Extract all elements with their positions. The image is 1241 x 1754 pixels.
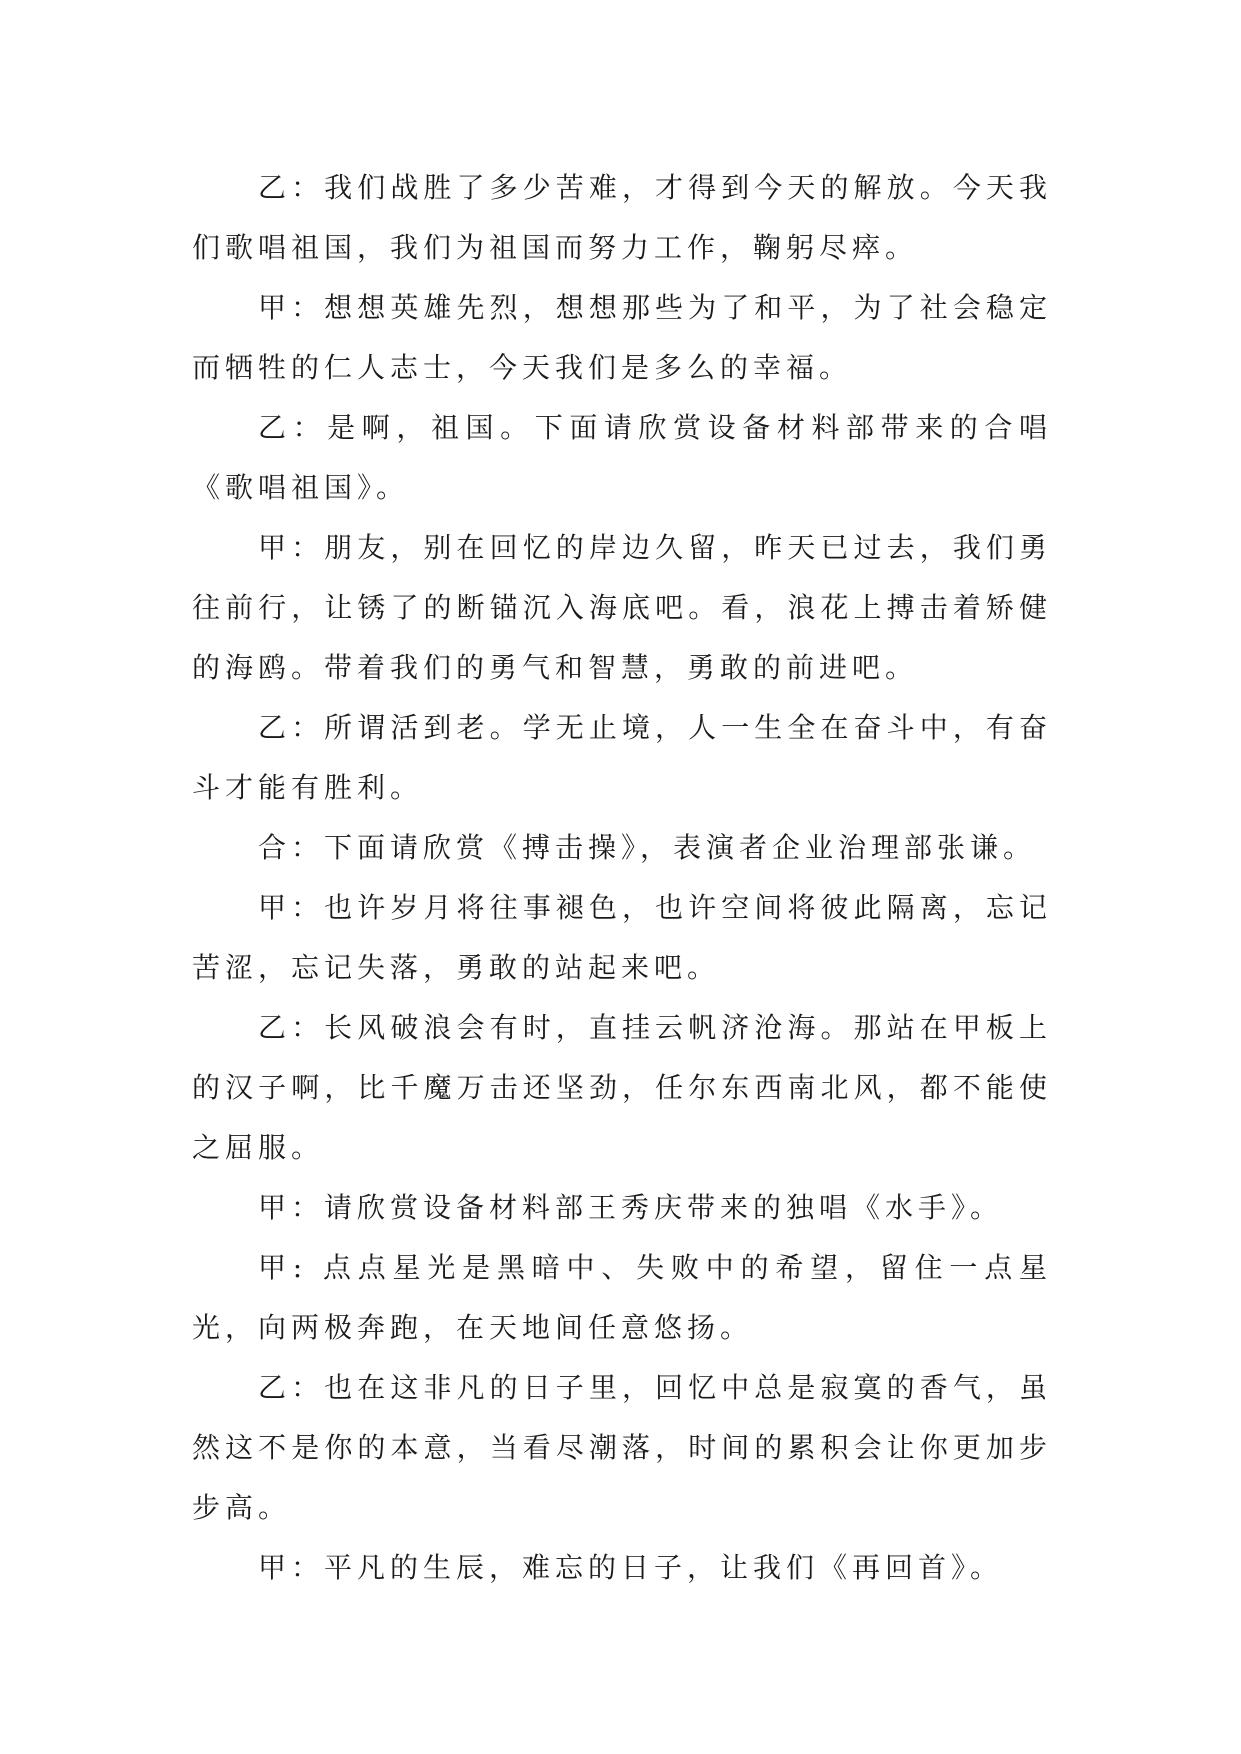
document-body — [192, 158, 1052, 1598]
paragraph-11: 乙：也在这非凡的日子里，回忆中总是寂寞的香气，虽然这不是你的本意，当看尽潮落，时间的累积会让你更加步步高。 — [192, 1371, 1052, 1524]
paragraph-2: 甲：想想英雄先烈，想想那些为了和平，为了社会稳定而牺牲的仁人志士，今天我们是多么的幸福。 — [192, 291, 1052, 384]
paragraph-8: 乙：长风破浪会有时，直挂云帆济沧海。那站在甲板上的汉子啊，比千魔万击还坚劲，任尔东西南北风，都不能使之屈服。 — [192, 1011, 1052, 1164]
paragraph-4: 甲：朋友，别在回忆的岸边久留，昨天已过去，我们勇往前行，让锈了的断锚沉入海底吧。看，浪花上搏击着矫健的海鸥。带着我们的勇气和智慧，勇敢的前进吧。 — [192, 531, 1052, 684]
paragraph-1: 乙：我们战胜了多少苦难，才得到今天的解放。今天我们歌唱祖国，我们为祖国而努力工作，鞠躬尽瘁。 — [192, 171, 1052, 264]
paragraph-7: 甲：也许岁月将往事褪色，也许空间将彼此隔离，忘记苦涩，忘记失落，勇敢的站起来吧。 — [192, 891, 1052, 984]
paragraph-10: 甲: 点点星光是黑暗中、失败中的希望，留住一点星光，向两极奔跑，在天地间任意悠扬。 — [192, 1251, 1052, 1344]
paragraph-5: 乙：所谓活到老。学无止境，人一生全在奋斗中，有奋斗才能有胜利。 — [192, 711, 1052, 804]
paragraph-6: 合：下面请欣赏《搏击操》，表演者企业治理部张谦。 — [258, 831, 1037, 864]
paragraph-9: 甲：请欣赏设备材料部王秀庆带来的独唱《水手》。 — [258, 1191, 1004, 1224]
paragraph-12: 甲：平凡的生辰，难忘的日子，让我们《再回首》。 — [258, 1551, 1004, 1584]
paragraph-3: 乙：是啊，祖国。下面请欣赏设备材料部带来的合唱《歌唱祖国》。 — [192, 411, 1052, 504]
